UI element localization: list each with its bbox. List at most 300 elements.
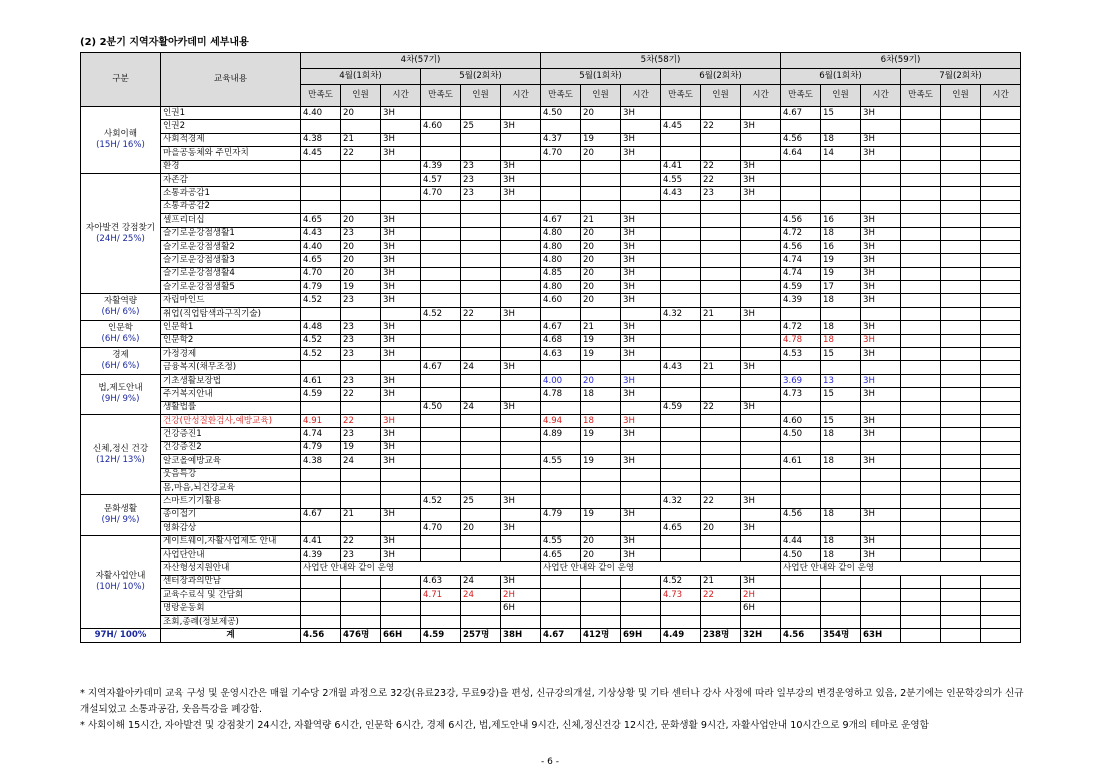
- hours-cell: [981, 173, 1021, 186]
- count-cell: [341, 160, 381, 173]
- count-cell: [581, 307, 621, 320]
- item-cell: 셀프리더십: [161, 214, 301, 227]
- hours-cell: [501, 615, 541, 628]
- count-cell: [941, 294, 981, 307]
- hours-cell: 3H: [861, 214, 901, 227]
- hours-cell: [981, 227, 1021, 240]
- hours-cell: 3H: [861, 294, 901, 307]
- satisfaction-cell: [421, 281, 461, 294]
- hours-cell: 3H: [861, 240, 901, 253]
- satisfaction-cell: 4.43: [661, 361, 701, 374]
- hours-cell: [501, 468, 541, 481]
- hours-cell: [501, 441, 541, 454]
- hours-cell: [741, 227, 781, 240]
- count-cell: 22: [701, 173, 741, 186]
- category-name: 자활역량: [103, 296, 138, 307]
- satisfaction-cell: 4.41: [301, 535, 341, 548]
- hours-cell: [741, 200, 781, 213]
- count-cell: [581, 481, 621, 494]
- hours-cell: [381, 200, 421, 213]
- count-cell: [941, 589, 981, 602]
- hours-cell: [741, 240, 781, 253]
- hours-cell: [501, 147, 541, 160]
- count-cell: 23: [341, 548, 381, 561]
- count-cell: 15: [821, 348, 861, 361]
- count-cell: 257명: [461, 629, 501, 643]
- hours-cell: 3H: [861, 348, 901, 361]
- satisfaction-cell: [901, 481, 941, 494]
- hours-cell: [981, 147, 1021, 160]
- hours-cell: [621, 468, 661, 481]
- satisfaction-cell: 4.52: [421, 307, 461, 320]
- satisfaction-cell: 4.52: [301, 334, 341, 347]
- hours-cell: [621, 120, 661, 133]
- hours-cell: [621, 602, 661, 615]
- hours-cell: [621, 615, 661, 628]
- count-cell: [461, 133, 501, 146]
- count-cell: 15: [821, 107, 861, 120]
- count-cell: [581, 441, 621, 454]
- satisfaction-cell: [661, 535, 701, 548]
- count-cell: [941, 428, 981, 441]
- header-term: 6차(59기): [781, 53, 1021, 69]
- satisfaction-cell: [661, 107, 701, 120]
- header-col: 인원: [461, 85, 501, 107]
- hours-cell: [981, 214, 1021, 227]
- count-cell: 23: [341, 227, 381, 240]
- count-cell: [701, 200, 741, 213]
- satisfaction-cell: [781, 481, 821, 494]
- item-cell: 소통과공감1: [161, 187, 301, 200]
- hours-cell: 3H: [861, 374, 901, 387]
- count-cell: 21: [581, 214, 621, 227]
- count-cell: [821, 120, 861, 133]
- hours-cell: 3H: [621, 428, 661, 441]
- satisfaction-cell: [301, 307, 341, 320]
- satisfaction-cell: [421, 267, 461, 280]
- table-row: [81, 214, 1021, 227]
- satisfaction-cell: 4.38: [301, 455, 341, 468]
- count-cell: [341, 481, 381, 494]
- count-cell: [701, 227, 741, 240]
- category-cell: [81, 294, 161, 321]
- hours-cell: [501, 414, 541, 427]
- count-cell: [701, 321, 741, 334]
- count-cell: 24: [461, 575, 501, 588]
- satisfaction-cell: [781, 173, 821, 186]
- item-cell: 건강증진2: [161, 441, 301, 454]
- hours-cell: [501, 321, 541, 334]
- count-cell: [821, 468, 861, 481]
- count-cell: [941, 107, 981, 120]
- satisfaction-cell: 4.52: [301, 348, 341, 361]
- hours-cell: [981, 575, 1021, 588]
- count-cell: [941, 267, 981, 280]
- table-row: [81, 267, 1021, 280]
- hours-cell: 69H: [621, 629, 661, 643]
- category-name: 신체,정신 건강: [92, 443, 149, 454]
- hours-cell: 3H: [381, 374, 421, 387]
- count-cell: 20: [701, 522, 741, 535]
- satisfaction-cell: [661, 321, 701, 334]
- hours-cell: [981, 629, 1021, 643]
- count-cell: [581, 602, 621, 615]
- table-row: [81, 187, 1021, 200]
- satisfaction-cell: [661, 294, 701, 307]
- hours-cell: [501, 227, 541, 240]
- header-col: 인원: [941, 85, 981, 107]
- item-cell: 슬기로운강점생활4: [161, 267, 301, 280]
- hours-cell: 3H: [741, 160, 781, 173]
- satisfaction-cell: [781, 615, 821, 628]
- hours-cell: 3H: [501, 307, 541, 320]
- hours-cell: 3H: [381, 227, 421, 240]
- hours-cell: [501, 214, 541, 227]
- hours-cell: [981, 522, 1021, 535]
- item-cell: 자립마인드: [161, 294, 301, 307]
- satisfaction-cell: 4.67: [541, 629, 581, 643]
- satisfaction-cell: 4.64: [781, 147, 821, 160]
- count-cell: [461, 428, 501, 441]
- hours-cell: 3H: [861, 508, 901, 521]
- total-label: 97H/ 100%: [81, 629, 161, 643]
- category-hours: (6H/ 6%): [101, 360, 140, 371]
- hours-cell: 3H: [861, 281, 901, 294]
- item-cell: 스마트기기활용: [161, 495, 301, 508]
- count-cell: [701, 508, 741, 521]
- note-1: * 지역자활아카데미 교육 구성 및 운영시간은 매월 기수당 2개월 과정으로 32강(유료23강, 무료9강)을 편성, 신규강의개설, 기상상황 및 기타 센터나 강사 사정에 따라 일부강의 변경운영하고 있음, 2분기에는 인문학강의가 신규 개설되었고 소통과공감, 웃음특강을 폐강함.: [80, 688, 1024, 715]
- satisfaction-cell: 4.55: [661, 173, 701, 186]
- hours-cell: 3H: [741, 307, 781, 320]
- satisfaction-cell: 4.68: [541, 334, 581, 347]
- satisfaction-cell: [301, 602, 341, 615]
- count-cell: [461, 294, 501, 307]
- item-cell: 몸,마음,뇌건강교육: [161, 481, 301, 494]
- satisfaction-cell: [421, 548, 461, 561]
- count-cell: [341, 468, 381, 481]
- item-cell: 영화감상: [161, 522, 301, 535]
- satisfaction-cell: [301, 160, 341, 173]
- satisfaction-cell: [901, 548, 941, 561]
- satisfaction-cell: [541, 602, 581, 615]
- count-cell: [701, 133, 741, 146]
- hours-cell: [501, 548, 541, 561]
- count-cell: [581, 160, 621, 173]
- table-row: [81, 160, 1021, 173]
- hours-cell: [501, 294, 541, 307]
- table-row: [81, 522, 1021, 535]
- table-row: [81, 240, 1021, 253]
- hours-cell: [741, 428, 781, 441]
- count-cell: [461, 214, 501, 227]
- hours-cell: [501, 348, 541, 361]
- count-cell: 22: [341, 147, 381, 160]
- satisfaction-cell: [661, 388, 701, 401]
- satisfaction-cell: 4.70: [421, 522, 461, 535]
- count-cell: [941, 401, 981, 414]
- hours-cell: [741, 374, 781, 387]
- satisfaction-cell: 4.70: [301, 267, 341, 280]
- satisfaction-cell: [901, 535, 941, 548]
- count-cell: [701, 281, 741, 294]
- count-cell: [941, 281, 981, 294]
- satisfaction-cell: 4.78: [541, 388, 581, 401]
- satisfaction-cell: [661, 200, 701, 213]
- satisfaction-cell: [541, 307, 581, 320]
- satisfaction-cell: [421, 133, 461, 146]
- hours-cell: [981, 388, 1021, 401]
- count-cell: [821, 401, 861, 414]
- hours-cell: 3H: [861, 334, 901, 347]
- hours-cell: 3H: [861, 227, 901, 240]
- count-cell: [821, 200, 861, 213]
- hours-cell: 3H: [381, 388, 421, 401]
- satisfaction-cell: 4.65: [301, 254, 341, 267]
- count-cell: [461, 535, 501, 548]
- count-cell: 15: [821, 414, 861, 427]
- satisfaction-cell: 4.67: [421, 361, 461, 374]
- hours-cell: [981, 240, 1021, 253]
- count-cell: 18: [821, 321, 861, 334]
- hours-cell: [981, 455, 1021, 468]
- hours-cell: 3H: [621, 214, 661, 227]
- satisfaction-cell: 4.94: [541, 414, 581, 427]
- satisfaction-cell: [781, 160, 821, 173]
- hours-cell: [621, 200, 661, 213]
- satisfaction-cell: 4.79: [301, 441, 341, 454]
- hours-cell: [861, 602, 901, 615]
- satisfaction-cell: 4.41: [661, 160, 701, 173]
- satisfaction-cell: [541, 468, 581, 481]
- count-cell: 23: [461, 173, 501, 186]
- hours-cell: [381, 401, 421, 414]
- table-row: [81, 602, 1021, 615]
- header-col: 시간: [981, 85, 1021, 107]
- hours-cell: [501, 428, 541, 441]
- satisfaction-cell: [901, 307, 941, 320]
- satisfaction-cell: 4.53: [781, 348, 821, 361]
- table-row: [81, 481, 1021, 494]
- header-term: 4차(57기): [301, 53, 541, 69]
- count-cell: 23: [341, 428, 381, 441]
- satisfaction-cell: [421, 214, 461, 227]
- count-cell: [941, 455, 981, 468]
- count-cell: 20: [581, 374, 621, 387]
- hours-cell: 3H: [621, 348, 661, 361]
- satisfaction-cell: [301, 615, 341, 628]
- count-cell: 20: [581, 267, 621, 280]
- satisfaction-cell: 4.72: [781, 321, 821, 334]
- count-cell: [941, 575, 981, 588]
- satisfaction-cell: [661, 281, 701, 294]
- item-cell: 가정경제: [161, 348, 301, 361]
- table-row: [81, 348, 1021, 361]
- hours-cell: 3H: [381, 133, 421, 146]
- hours-cell: [621, 160, 661, 173]
- hours-cell: 3H: [741, 522, 781, 535]
- item-cell: 사업단안내: [161, 548, 301, 561]
- item-cell: 인문학1: [161, 321, 301, 334]
- hours-cell: [741, 441, 781, 454]
- count-cell: 13: [821, 374, 861, 387]
- count-cell: [941, 160, 981, 173]
- satisfaction-cell: [301, 575, 341, 588]
- category-cell: [81, 535, 161, 629]
- hours-cell: 3H: [621, 147, 661, 160]
- hours-cell: 3H: [381, 267, 421, 280]
- satisfaction-cell: [661, 147, 701, 160]
- hours-cell: [741, 535, 781, 548]
- count-cell: 19: [341, 441, 381, 454]
- count-cell: 21: [701, 307, 741, 320]
- category-cell: [81, 348, 161, 375]
- satisfaction-cell: [781, 187, 821, 200]
- category-hours: (9H/ 9%): [101, 394, 140, 405]
- satisfaction-cell: [901, 401, 941, 414]
- category-name: 인문학: [108, 323, 133, 334]
- hours-cell: [981, 120, 1021, 133]
- hours-cell: 3H: [381, 414, 421, 427]
- hours-cell: [501, 334, 541, 347]
- hours-cell: 3H: [381, 428, 421, 441]
- satisfaction-cell: 4.40: [301, 240, 341, 253]
- item-cell: 금융복지(채무조정): [161, 361, 301, 374]
- hours-cell: [621, 307, 661, 320]
- hours-cell: [981, 200, 1021, 213]
- item-cell: 종이접기: [161, 508, 301, 521]
- header-month: 7월(2회차): [901, 69, 1021, 85]
- count-cell: [461, 441, 501, 454]
- item-cell: 마을공동체와 주민자치: [161, 147, 301, 160]
- satisfaction-cell: 4.67: [301, 508, 341, 521]
- count-cell: [941, 481, 981, 494]
- count-cell: [941, 388, 981, 401]
- satisfaction-cell: [661, 481, 701, 494]
- satisfaction-cell: [661, 414, 701, 427]
- category-hours: (10H/ 10%): [96, 581, 145, 592]
- count-cell: [701, 414, 741, 427]
- count-cell: [341, 120, 381, 133]
- hours-cell: 3H: [501, 160, 541, 173]
- hours-cell: 3H: [501, 401, 541, 414]
- satisfaction-cell: 4.37: [541, 133, 581, 146]
- header-month: 5월(1회차): [541, 69, 661, 85]
- hours-cell: [861, 589, 901, 602]
- hours-cell: [501, 107, 541, 120]
- satisfaction-cell: 4.85: [541, 267, 581, 280]
- satisfaction-cell: [541, 361, 581, 374]
- satisfaction-cell: 4.50: [781, 428, 821, 441]
- header-term: 5차(58기): [541, 53, 781, 69]
- item-cell: 알코올예방교육: [161, 455, 301, 468]
- header-content: 교육내용: [161, 53, 301, 107]
- satisfaction-cell: [661, 240, 701, 253]
- satisfaction-cell: 4.71: [421, 589, 461, 602]
- count-cell: [701, 548, 741, 561]
- satisfaction-cell: 4.50: [541, 107, 581, 120]
- count-cell: [461, 468, 501, 481]
- count-cell: [821, 575, 861, 588]
- merged-note-cell: 사업단 안내와 같이 운영: [781, 562, 1021, 575]
- hours-cell: [981, 107, 1021, 120]
- satisfaction-cell: 4.60: [781, 414, 821, 427]
- hours-cell: [501, 388, 541, 401]
- hours-cell: [501, 455, 541, 468]
- satisfaction-cell: [901, 388, 941, 401]
- satisfaction-cell: 4.38: [301, 133, 341, 146]
- satisfaction-cell: [301, 495, 341, 508]
- count-cell: 20: [581, 535, 621, 548]
- satisfaction-cell: 4.59: [301, 388, 341, 401]
- satisfaction-cell: [781, 602, 821, 615]
- hours-cell: 63H: [861, 629, 901, 643]
- count-cell: 23: [701, 187, 741, 200]
- count-cell: 18: [821, 227, 861, 240]
- count-cell: 23: [341, 334, 381, 347]
- satisfaction-cell: [421, 455, 461, 468]
- satisfaction-cell: [781, 495, 821, 508]
- hours-cell: [861, 441, 901, 454]
- hours-cell: [861, 173, 901, 186]
- count-cell: 18: [821, 548, 861, 561]
- count-cell: [821, 173, 861, 186]
- table-row: [81, 334, 1021, 347]
- header-gubun: 구분: [81, 53, 161, 107]
- hours-cell: 3H: [861, 267, 901, 280]
- hours-cell: 2H: [501, 589, 541, 602]
- satisfaction-cell: 4.48: [301, 321, 341, 334]
- satisfaction-cell: [661, 548, 701, 561]
- satisfaction-cell: [901, 321, 941, 334]
- satisfaction-cell: [901, 267, 941, 280]
- satisfaction-cell: [901, 361, 941, 374]
- satisfaction-cell: 4.39: [301, 548, 341, 561]
- item-cell: 게이트웨이,자활사업제도 안내: [161, 535, 301, 548]
- count-cell: 24: [341, 455, 381, 468]
- hours-cell: 3H: [501, 187, 541, 200]
- hours-cell: 3H: [381, 107, 421, 120]
- satisfaction-cell: [901, 602, 941, 615]
- satisfaction-cell: [661, 468, 701, 481]
- count-cell: 18: [581, 414, 621, 427]
- count-cell: [461, 254, 501, 267]
- satisfaction-cell: 4.55: [541, 455, 581, 468]
- header-col: 만족도: [781, 85, 821, 107]
- item-cell: 환경: [161, 160, 301, 173]
- satisfaction-cell: 4.52: [301, 294, 341, 307]
- hours-cell: [861, 307, 901, 320]
- count-cell: 23: [341, 294, 381, 307]
- count-cell: 15: [821, 388, 861, 401]
- hours-cell: 3H: [741, 173, 781, 186]
- satisfaction-cell: [301, 522, 341, 535]
- count-cell: 20: [461, 522, 501, 535]
- hours-cell: [741, 147, 781, 160]
- item-cell: 주거복지안내: [161, 388, 301, 401]
- satisfaction-cell: [421, 294, 461, 307]
- count-cell: 20: [581, 254, 621, 267]
- satisfaction-cell: [661, 508, 701, 521]
- table-row: [81, 575, 1021, 588]
- satisfaction-cell: [901, 133, 941, 146]
- satisfaction-cell: 4.44: [781, 535, 821, 548]
- satisfaction-cell: 4.32: [661, 307, 701, 320]
- table-row: [81, 455, 1021, 468]
- hours-cell: [741, 281, 781, 294]
- hours-cell: 3H: [861, 388, 901, 401]
- satisfaction-cell: 4.59: [661, 401, 701, 414]
- hours-cell: [861, 160, 901, 173]
